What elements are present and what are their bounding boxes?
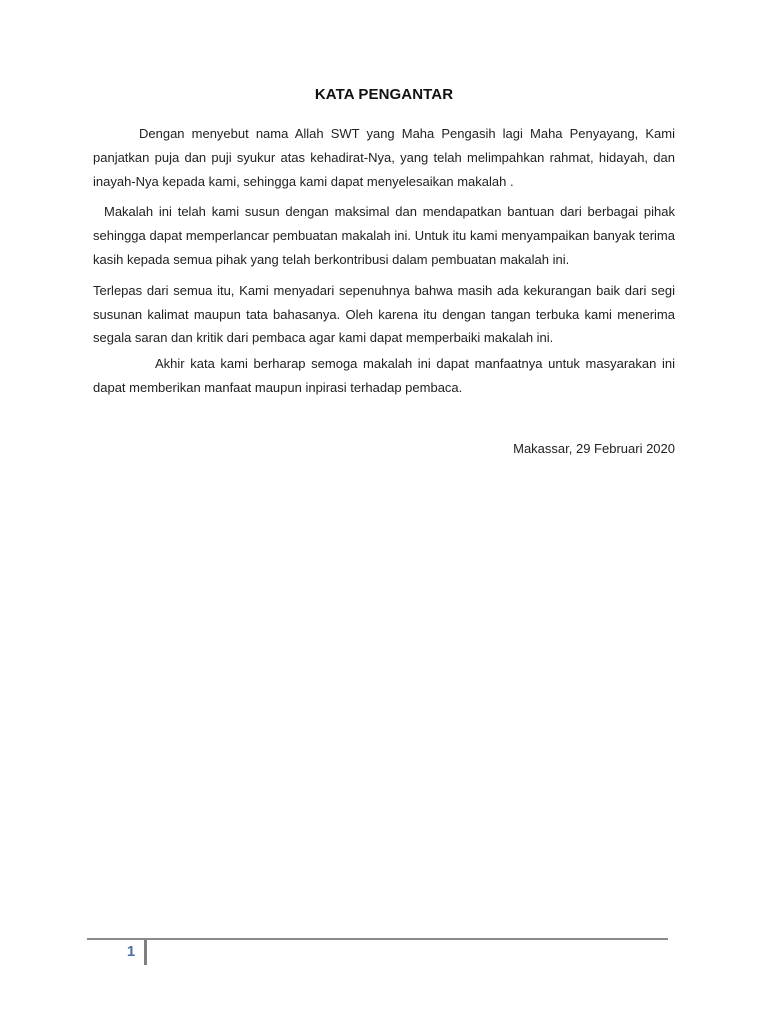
paragraph-3: Terlepas dari semua itu, Kami menyadari sepenuhnya bahwa masih ada kekurangan baik dari segi susunan kalimat maupun tata bahasanya. Oleh karena itu dengan tangan terbuka kami menerima segala saran dan kritik dari pembaca agar kami dapat memperbaiki makalah ini. — [93, 282, 675, 346]
document-body — [93, 86, 675, 456]
footer-vertical-bar — [144, 940, 147, 965]
signoff-place-date: Makassar, 29 Februari 2020 — [513, 440, 675, 456]
paragraph-2: Makalah ini telah kami susun dengan maksimal dan mendapatkan bantuan dari berbagai pihak sehingga dapat memperlancar pembuatan makalah ini. Untuk itu kami menyampaikan banyak terima kasih kepada semua pihak yang telah berkontribusi dalam pembuatan makalah ini. — [93, 204, 675, 267]
document-title: KATA PENGANTAR — [314, 86, 454, 103]
paragraph-4: Akhir kata kami berharap semoga makalah ini dapat manfaatnya untuk masyarakan ini dapat memberikan manfaat maupun inpirasi terhadap pembaca. — [93, 356, 675, 395]
paragraph-1: Dengan menyebut nama Allah SWT yang Maha Pengasih lagi Maha Penyayang, Kami panjatkan puja dan puji syukur atas kehadirat-Nya, yang telah melimpahkan rahmat, hidayah, dan inayah-Nya kepada kami, sehingga kami dapat menyelesaikan makalah . — [93, 126, 675, 189]
footer-rule — [87, 938, 668, 940]
page-number: 1 — [126, 943, 136, 960]
